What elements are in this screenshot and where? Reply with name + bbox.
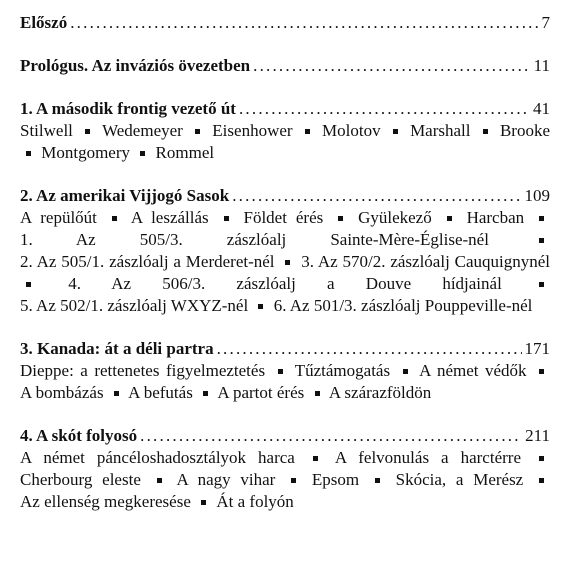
toc-subsection-item: A felvonulás a harctérre: [334, 448, 521, 467]
square-bullet-icon: [403, 369, 408, 374]
toc-subsection-item: Wedemeyer: [102, 121, 183, 140]
square-bullet-icon: [278, 369, 283, 374]
toc-entry-title: 4. A skót folyosó: [20, 426, 138, 445]
toc-page-number: 171: [524, 339, 550, 358]
toc-entry-chapter-2: [20, 185, 550, 317]
toc-heading-line: [20, 338, 550, 360]
toc-entry-chapter-4: [20, 425, 550, 513]
dot-leader: [140, 425, 522, 447]
toc-entry-title: 3. Kanada: át a déli partra: [20, 339, 214, 358]
dot-leader: [217, 338, 522, 360]
toc-page-number: 211: [525, 426, 550, 445]
toc-subsection-item: 3. Az 570/2. zászlóalj Cauquignynél: [301, 252, 551, 271]
square-bullet-icon: [112, 216, 117, 221]
table-of-contents: [20, 12, 550, 534]
toc-subsection-item: 5. Az 502/1. zászlóalj WXYZ-nél: [20, 296, 249, 315]
toc-page-number: 11: [533, 56, 550, 75]
square-bullet-icon: [447, 216, 452, 221]
square-bullet-icon: [393, 129, 398, 134]
square-bullet-icon: [338, 216, 343, 221]
square-bullet-icon: [539, 282, 544, 287]
square-bullet-icon: [224, 216, 229, 221]
square-bullet-icon: [26, 151, 31, 156]
square-bullet-icon: [291, 478, 296, 483]
square-bullet-icon: [258, 304, 263, 309]
square-bullet-icon: [201, 500, 206, 505]
toc-subsection-item: Eisenhower: [212, 121, 293, 140]
dot-leader: [232, 185, 521, 207]
toc-entry-preface: [20, 12, 550, 34]
toc-subsection-item: 4. Az 506/3. zászlóalj a Douve hídjainál: [68, 274, 502, 293]
square-bullet-icon: [85, 129, 90, 134]
toc-subsection-item: A német védők: [419, 361, 527, 380]
toc-subsection-item: Harcban: [466, 208, 525, 227]
toc-entry-title: 2. Az amerikai Vijjogó Sasok: [20, 186, 230, 205]
square-bullet-icon: [483, 129, 488, 134]
square-bullet-icon: [313, 456, 318, 461]
toc-heading-line: [20, 425, 550, 447]
dot-leader: [70, 12, 538, 34]
toc-subsection-item: A partot érés: [217, 383, 305, 402]
toc-subsection-item: 6. Az 501/3. zászlóalj Pouppeville-nél: [273, 296, 533, 315]
toc-subsection-item: 1. Az 505/3. zászlóalj Sainte-Mère-Église-nél: [20, 230, 489, 249]
toc-page-number: 109: [524, 186, 550, 205]
square-bullet-icon: [539, 478, 544, 483]
square-bullet-icon: [539, 238, 544, 243]
toc-subsection-item: Dieppe: a rettenetes figyelmeztetés: [20, 361, 266, 380]
square-bullet-icon: [375, 478, 380, 483]
toc-heading-line: [20, 55, 550, 77]
toc-subsection-item: A nagy vihar: [176, 470, 276, 489]
toc-subsection-item: A német páncéloshadosztályok harca: [20, 448, 295, 467]
toc-subsection-item: A befutás: [128, 383, 193, 402]
square-bullet-icon: [157, 478, 162, 483]
square-bullet-icon: [195, 129, 200, 134]
toc-subsection-item: Marshall: [410, 121, 471, 140]
toc-subsection-item: A repülőút: [20, 208, 97, 227]
square-bullet-icon: [539, 369, 544, 374]
toc-subsection-item: Montgomery: [41, 143, 131, 162]
toc-page-number: 7: [541, 13, 550, 32]
square-bullet-icon: [114, 391, 119, 396]
square-bullet-icon: [140, 151, 145, 156]
toc-subsection-list: [20, 207, 550, 317]
square-bullet-icon: [305, 129, 310, 134]
toc-subsection-item: 2. Az 505/1. zászlóalj a Merderet-nél: [20, 252, 275, 271]
toc-subsection-item: Epsom: [311, 470, 360, 489]
toc-heading-line: [20, 185, 550, 207]
dot-leader: [239, 98, 530, 120]
toc-subsection-item: Tűztámogatás: [294, 361, 391, 380]
toc-subsection-item: A szárazföldön: [328, 383, 432, 402]
toc-subsection-list: [20, 120, 550, 164]
square-bullet-icon: [26, 282, 31, 287]
toc-entry-chapter-1: [20, 98, 550, 164]
toc-page-number: 41: [533, 99, 550, 118]
toc-heading-line: [20, 12, 550, 34]
toc-subsection-item: A bombázás: [20, 383, 104, 402]
toc-subsection-item: Gyülekező: [358, 208, 432, 227]
toc-subsection-item: A leszállás: [130, 208, 209, 227]
square-bullet-icon: [539, 216, 544, 221]
toc-subsection-item: Skócia, a Merész: [395, 470, 524, 489]
toc-subsection-item: Stilwell: [20, 121, 73, 140]
toc-entry-title: Prológus. Az inváziós övezetben: [20, 56, 251, 75]
toc-subsection-item: Az ellenség megkeresése: [20, 492, 191, 511]
square-bullet-icon: [203, 391, 208, 396]
toc-subsection-item: Molotov: [322, 121, 381, 140]
square-bullet-icon: [315, 391, 320, 396]
toc-heading-line: [20, 98, 550, 120]
dot-leader: [253, 55, 531, 77]
toc-subsection-list: [20, 360, 550, 404]
toc-subsection-item: Rommel: [155, 143, 215, 162]
square-bullet-icon: [539, 456, 544, 461]
toc-subsection-item: Cherbourg eleste: [20, 470, 141, 489]
toc-entry-prologue: [20, 55, 550, 77]
toc-subsection-item: Földet érés: [243, 208, 324, 227]
square-bullet-icon: [285, 260, 290, 265]
toc-entry-title: 1. A második frontig vezető út: [20, 99, 236, 118]
toc-subsection-list: [20, 447, 550, 513]
toc-entry-chapter-3: [20, 338, 550, 404]
toc-subsection-item: Át a folyón: [216, 492, 294, 511]
toc-subsection-item: Brooke: [499, 121, 551, 140]
toc-entry-title: Előszó: [20, 13, 68, 32]
